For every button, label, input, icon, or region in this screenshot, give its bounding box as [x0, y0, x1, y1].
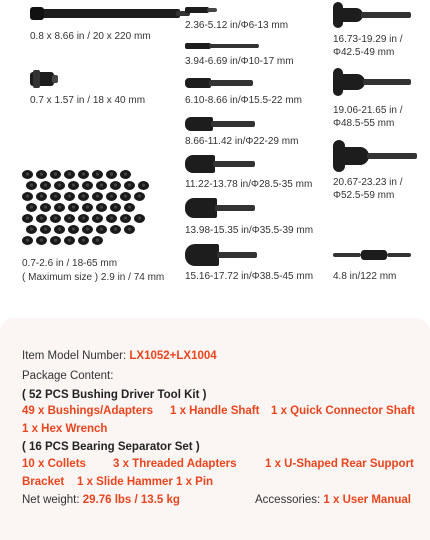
bushing: [124, 225, 135, 234]
bushing: [36, 192, 47, 201]
weight-label: Net weight:: [22, 494, 83, 506]
collet-4-image: [185, 117, 255, 131]
bushing: [92, 192, 103, 201]
bushings-caption-line2: ( Maximum size ) 2.9 in / 74 mm: [22, 272, 165, 283]
bushing: [78, 192, 89, 201]
collet-4-caption: 8.66-11.42 in/Φ22-29 mm: [185, 136, 299, 147]
bushing: [106, 214, 117, 223]
bushing: [26, 181, 37, 190]
collet-6-caption: 13.98-15.35 in/Φ35.5-39 mm: [185, 225, 314, 236]
quick-connector-caption: 0.7 x 1.57 in / 18 x 40 mm: [30, 95, 146, 106]
bushings-image: [22, 170, 162, 248]
puller-2-image: [333, 68, 413, 96]
model-label: Item Model Number:: [22, 350, 130, 362]
collet-3-image: [185, 77, 255, 89]
bushing: [50, 236, 61, 245]
collet-2-image: [185, 41, 265, 51]
bushing: [54, 181, 65, 190]
bushing: [96, 181, 107, 190]
bushing: [22, 214, 33, 223]
bushing: [26, 203, 37, 212]
collet-5-caption: 11.22-13.78 in/Φ28.5-35 mm: [185, 179, 313, 190]
bushing: [124, 181, 135, 190]
bushing: [78, 170, 89, 179]
weight-line: [22, 493, 180, 507]
bushing: [40, 181, 51, 190]
bushing: [134, 214, 145, 223]
bushing: [50, 192, 61, 201]
puller-3-image: [333, 140, 417, 172]
collet-5-image: [185, 155, 255, 173]
puller-2-caption-line2: Φ48.5-55 mm: [333, 118, 395, 129]
bushing: [134, 192, 145, 201]
bushing: [68, 225, 79, 234]
bushing: [50, 170, 61, 179]
bushing: [36, 236, 47, 245]
handle-shaft-image: [30, 6, 180, 22]
bushing: [64, 214, 75, 223]
accessories-line: [255, 493, 411, 507]
kit1-title: ( 52 PCS Bushing Driver Tool Kit ): [22, 389, 207, 401]
bushing: [68, 203, 79, 212]
model-value: LX1052+LX1004: [129, 350, 217, 362]
collet-7-caption: 15.16-17.72 in/Φ38.5-45 mm: [185, 271, 314, 282]
bushing: [22, 170, 33, 179]
collet-6-image: [185, 198, 255, 218]
bushing: [110, 181, 121, 190]
bushing: [54, 225, 65, 234]
kit2-item-pin: 1 x Pin: [176, 476, 214, 488]
bushing: [138, 181, 149, 190]
bushing: [110, 225, 121, 234]
bushing: [106, 192, 117, 201]
bushing: [22, 236, 33, 245]
kit2-item-collets: 10 x Collets: [22, 458, 86, 470]
bushing: [64, 192, 75, 201]
bushing: [82, 203, 93, 212]
slide-hammer-caption: 4.8 in/122 mm: [333, 271, 397, 282]
kit1-item-quick-connector: 1 x Quick Connector Shaft: [271, 405, 415, 417]
accessories-label: Accessories:: [255, 494, 324, 506]
bushing: [96, 203, 107, 212]
kit1-item-handle-shaft: 1 x Handle Shaft: [170, 405, 260, 417]
bushing: [96, 225, 107, 234]
quick-connector-image: [30, 70, 58, 88]
bushing: [26, 225, 37, 234]
bushing: [40, 225, 51, 234]
bushing: [82, 181, 93, 190]
bushing: [120, 192, 131, 201]
bushing: [120, 214, 131, 223]
collet-2-caption: 3.94-6.69 in/Φ10-17 mm: [185, 56, 294, 67]
bushing: [78, 214, 89, 223]
bushing: [120, 170, 131, 179]
bushing: [124, 203, 135, 212]
puller-1-caption-line2: Φ42.5-49 mm: [333, 47, 395, 58]
kit2-title: ( 16 PCS Bearing Separator Set ): [22, 441, 200, 453]
model-line: [22, 349, 217, 363]
bushing: [36, 214, 47, 223]
bushing: [82, 225, 93, 234]
kit1-item-hex-wrench: 1 x Hex Wrench: [22, 423, 108, 435]
bushing: [36, 170, 47, 179]
weight-value: 29.76 lbs / 13.5 kg: [82, 494, 180, 506]
bushing: [64, 170, 75, 179]
collet-3-caption: 6.10-8.66 in/Φ15.5-22 mm: [185, 95, 302, 106]
bushing: [50, 214, 61, 223]
puller-3-caption-line1: 20.67-23.23 in /: [333, 177, 403, 188]
kit1-item-bushings: 49 x Bushings/Adapters: [22, 405, 154, 417]
bushing: [106, 170, 117, 179]
bushing: [54, 203, 65, 212]
puller-3-caption-line2: Φ52.5-59 mm: [333, 190, 395, 201]
bushing: [92, 214, 103, 223]
package-info-panel: [0, 318, 430, 540]
bushing: [92, 236, 103, 245]
bushing: [64, 236, 75, 245]
accessories-value: 1 x User Manual: [323, 494, 411, 506]
bushing: [110, 203, 121, 212]
puller-2-caption-line1: 19.06-21.65 in /: [333, 105, 403, 116]
kit2-item-rear-support: 1 x U-Shaped Rear Support: [265, 458, 414, 470]
slide-hammer-image: [333, 250, 411, 260]
kit2-item-slide-hammer: 1 x Slide Hammer: [77, 476, 173, 488]
bushing: [40, 203, 51, 212]
puller-1-image: [333, 2, 413, 28]
bushing: [92, 170, 103, 179]
bushing: [78, 236, 89, 245]
bushings-caption-line1: 0.7-2.6 in / 18-65 mm: [22, 258, 118, 269]
puller-1-caption-line1: 16.73-19.29 in /: [333, 34, 403, 45]
package-label: Package Content:: [22, 370, 114, 382]
kit2-item-bracket: Bracket: [22, 476, 65, 488]
bushing: [68, 181, 79, 190]
bushing: [22, 192, 33, 201]
collet-1-image: [185, 6, 217, 14]
handle-shaft-caption: 0.8 x 8.66 in / 20 x 220 mm: [30, 31, 151, 42]
collet-7-image: [185, 244, 257, 266]
collet-1-caption: 2.36-5.12 in/Φ6-13 mm: [185, 20, 289, 31]
kit2-item-threaded-adapters: 3 x Threaded Adapters: [113, 458, 237, 470]
